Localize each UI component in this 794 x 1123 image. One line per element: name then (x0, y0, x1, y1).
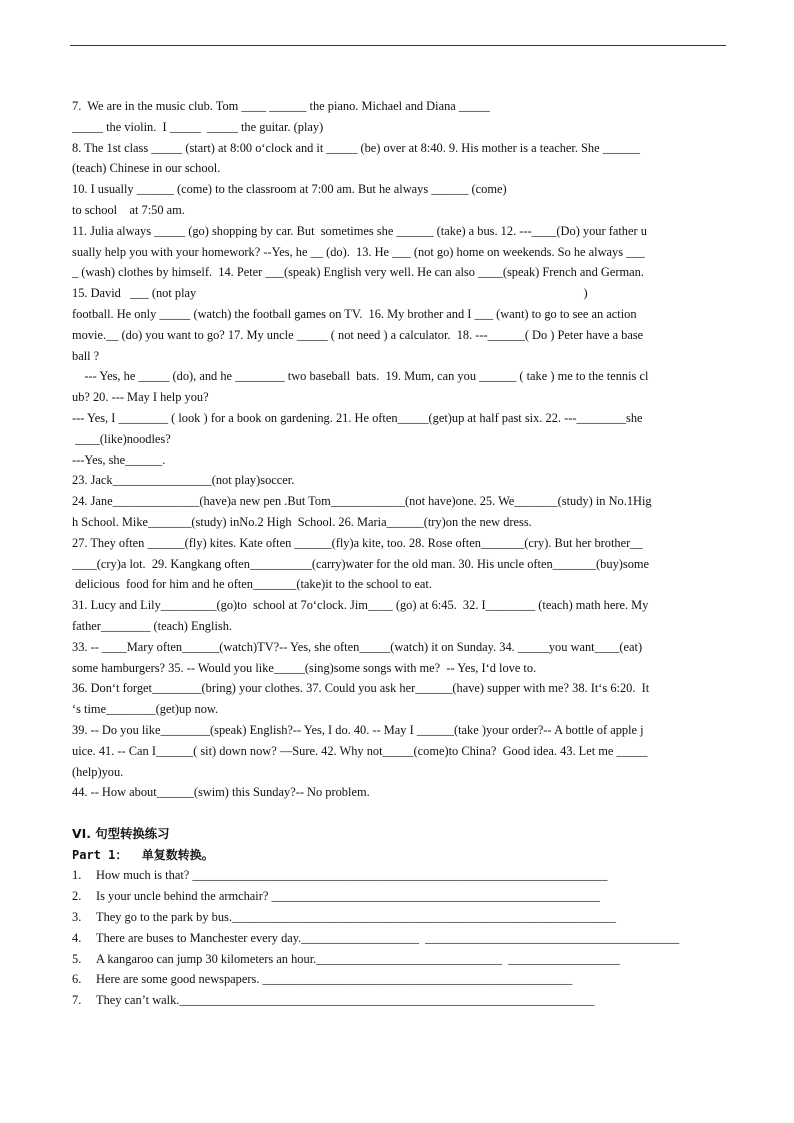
text-line: to school at 7:50 am. (72, 202, 185, 217)
text-line: --- Yes, I ________ ( look ) for a book on gardening. 21. He often_____(get)up at half past six. 22. ---________she (72, 410, 643, 425)
item-text: A kangaroo can jump 30 kilometers an hour.______________________________ __________________ (96, 951, 620, 966)
text-line: football. He only _____ (watch) the football games on TV. 16. My brother and I ___ (want) to go to see an action (72, 306, 637, 321)
transform-item (72, 886, 724, 907)
text-line: 8. The 1st class _____ (start) at 8:00 o‘clock and it _____ (be) over at 8:40. 9. His mother is a teacher. She ______ (72, 140, 640, 155)
text-line: 24. Jane______________(have)a new pen .But Tom____________(not have)one. 25. We_______(study) in No.1Hig (72, 494, 652, 509)
section-gap (72, 803, 724, 824)
text-line: --- Yes, he _____ (do), and he ________ two baseball bats. 19. Mum, can you ______ ( take ) me to the tennis cl (72, 369, 649, 384)
text-line: ____(cry)a lot. 29. Kangkang often__________(carry)water for the old man. 30. His uncle often_______(buy)some (72, 556, 650, 571)
text-line: 39. -- Do you like________(speak) English?-- Yes, I do. 40. -- May I ______(take )your order?-- A bottle of apple j (72, 722, 644, 737)
item-text: They can’t walk.___________________________________________________________________ (96, 993, 595, 1008)
text-line: ---Yes, she______. (72, 452, 166, 467)
item-text: How much is that? ___________________________________________________________________ (96, 868, 608, 883)
text-line: 15. David ___ (not play ) (72, 286, 588, 301)
text-line: _ (wash) clothes by himself. 14. Peter ___(speak) English very well. He can also ____(speak) French and German. (72, 265, 644, 280)
text-line: 31. Lucy and Lily_________(go)to school at 7o‘clock. Jim____ (go) at 6:45. 32. I________ (teach) math here. My (72, 598, 649, 613)
text-line: ball ? (72, 348, 100, 363)
text-line: father________ (teach) English. (72, 618, 232, 633)
transform-item (72, 928, 724, 949)
item-text: Is your uncle behind the armchair? _____________________________________________________ (96, 889, 600, 904)
transform-item (72, 907, 724, 928)
text-line: 44. -- How about______(swim) this Sunday?-- No problem. (72, 785, 370, 800)
text-line: ub? 20. --- May I help you? (72, 390, 209, 405)
text-line: sually help you with your homework? --Yes, he __ (do). 13. He ___ (not go) home on weekends. So he always ___ (72, 244, 645, 259)
item-text: They go to the park by bus.______________________________________________________________ (96, 910, 617, 925)
text-line: delicious food for him and he often_______(take)it to the school to eat. (72, 577, 432, 592)
item-number: 6. (72, 972, 82, 987)
text-line: uice. 41. -- Can I______( sit) down now? —Sure. 42. Why not_____(come)to China? Good idea. 43. Let me _____ (72, 743, 648, 758)
text-line: 11. Julia always _____ (go) shopping by car. But sometimes she ______ (take) a bus. 12. ---____(Do) your father u (72, 223, 647, 238)
text-line: some hamburgers? 35. -- Would you like_____(sing)some songs with me? -- Yes, I‘d love to. (72, 660, 537, 675)
text-line: ‘s time________(get)up now. (72, 702, 219, 717)
text-line: 7. We are in the music club. Tom ____ ______ the piano. Michael and Diana _____ (72, 99, 490, 113)
text-line: 10. I usually ______ (come) to the classroom at 7:00 am. But he always ______ (come) (72, 182, 507, 197)
item-text: There are buses to Manchester every day.___________________ _________________________________________ (96, 930, 680, 945)
worksheet-body (72, 96, 724, 1011)
item-number: 1. (72, 868, 82, 883)
transform-item (72, 969, 724, 990)
text-line: ____(like)noodles? (72, 431, 171, 446)
transform-item (72, 990, 724, 1011)
transform-item (72, 949, 724, 970)
text-line: 33. -- ____Mary often______(watch)TV?-- Yes, she often_____(watch) it on Sunday. 34. _____you want____(eat) (72, 639, 643, 654)
section-title: VI. 句型转换练习 (72, 825, 170, 841)
item-number: 4. (72, 930, 82, 945)
part-title: Part 1： 单复数转换。 (72, 847, 214, 862)
item-text: Here are some good newspapers. __________________________________________________ (96, 972, 573, 987)
text-line: _____ the violin. I _____ _____ the guitar. (play) (72, 119, 324, 134)
text-line: 36. Don‘t forget________(bring) your clothes. 37. Could you ask her______(have) supper with me? 38. It‘s 6:20. It (72, 681, 650, 696)
text-line: 27. They often ______(fly) kites. Kate often ______(fly)a kite, too. 28. Rose often_______(cry). But her brother__ (72, 535, 643, 550)
text-line: (teach) Chinese in our school. (72, 161, 221, 176)
header-rule (70, 45, 726, 46)
transform-item (72, 865, 724, 886)
item-number: 3. (72, 910, 82, 925)
exercise-lines (72, 96, 724, 803)
item-number: 7. (72, 993, 82, 1008)
text-line: 23. Jack________________(not play)soccer. (72, 473, 295, 488)
text-line: movie.__ (do) you want to go? 17. My uncle _____ ( not need ) a calculator. 18. ---______( Do ) Peter have a base (72, 327, 644, 342)
text-line: h School. Mike_______(study) inNo.2 High School. 26. Maria______(try)on the new dress. (72, 514, 532, 529)
transform-list (72, 865, 724, 1011)
item-number: 2. (72, 889, 82, 904)
text-line: (help)you. (72, 764, 124, 779)
item-number: 5. (72, 951, 82, 966)
